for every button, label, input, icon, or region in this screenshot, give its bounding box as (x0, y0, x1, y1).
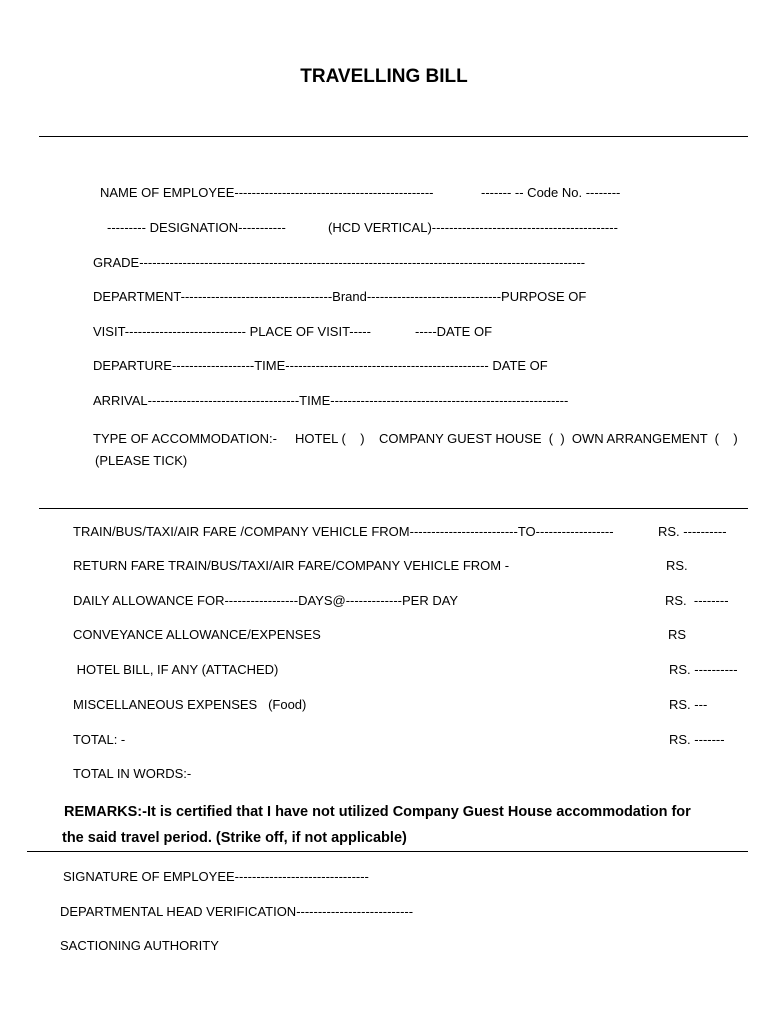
code-no-field: ------- -- Code No. -------- (481, 185, 621, 200)
arrival-time-field: ARRIVAL-----------------------------------TIME------------------------------------------------------- (93, 393, 569, 408)
hcd-vertical-field: (HCD VERTICAL)------------------------------------------- (328, 220, 618, 235)
accommodation-type-field: TYPE OF ACCOMMODATION:- HOTEL ( ) COMPANY GUEST HOUSE ( ) OWN ARRANGEMENT ( ) (93, 431, 738, 446)
return-fare-label: RETURN FARE TRAIN/BUS/TAXI/AIR FARE/COMPANY VEHICLE FROM - (73, 558, 510, 573)
designation-field: --------- DESIGNATION----------- (107, 220, 286, 235)
please-tick-note: (PLEASE TICK) (95, 453, 188, 468)
departure-time-field: DEPARTURE-------------------TIME----------------------------------------------- DATE OF (93, 358, 548, 373)
total-amount: RS. ------- (669, 732, 725, 747)
top-divider (39, 136, 748, 137)
department-brand-purpose-field: DEPARTMENT-----------------------------------Brand-------------------------------PURPOSE OF (93, 289, 587, 304)
sanctioning-authority-label: SACTIONING AUTHORITY (60, 938, 219, 953)
remarks-line-1: REMARKS:-It is certified that I have not utilized Company Guest House accommodation for (64, 804, 691, 820)
fare-from-to-amount: RS. ---------- (658, 524, 727, 539)
return-fare-amount: RS. (666, 558, 688, 573)
fare-from-to-label: TRAIN/BUS/TAXI/AIR FARE /COMPANY VEHICLE FROM-------------------------TO------------------ (73, 524, 614, 539)
total-in-words-label: TOTAL IN WORDS:- (73, 766, 192, 781)
daily-allowance-amount: RS. -------- (665, 593, 729, 608)
remarks-line-2: the said travel period. (Strike off, if not applicable) (62, 830, 407, 846)
grade-field: GRADE------------------------------------------------------------------------------------------------------- (93, 255, 586, 270)
hotel-bill-amount: RS. ---------- (669, 662, 738, 677)
middle-divider (39, 508, 748, 509)
total-label: TOTAL: - (73, 732, 126, 747)
signature-of-employee-field: SIGNATURE OF EMPLOYEE------------------------------- (63, 869, 369, 884)
hotel-bill-label: HOTEL BILL, IF ANY (ATTACHED) (73, 662, 279, 677)
visit-place-field: VISIT---------------------------- PLACE OF VISIT----- (93, 324, 371, 339)
bottom-divider (27, 851, 748, 852)
miscellaneous-expenses-label: MISCELLANEOUS EXPENSES (Food) (73, 697, 307, 712)
miscellaneous-expenses-amount: RS. --- (669, 697, 708, 712)
page-title: TRAVELLING BILL (300, 66, 468, 87)
departmental-head-verification-field: DEPARTMENTAL HEAD VERIFICATION--------------------------- (60, 904, 414, 919)
conveyance-allowance-label: CONVEYANCE ALLOWANCE/EXPENSES (73, 627, 321, 642)
date-of-label: -----DATE OF (415, 324, 493, 339)
name-of-employee-field: NAME OF EMPLOYEE---------------------------------------------- (100, 185, 434, 200)
conveyance-allowance-amount: RS (668, 627, 687, 642)
daily-allowance-label: DAILY ALLOWANCE FOR-----------------DAYS@-------------PER DAY (73, 593, 459, 608)
